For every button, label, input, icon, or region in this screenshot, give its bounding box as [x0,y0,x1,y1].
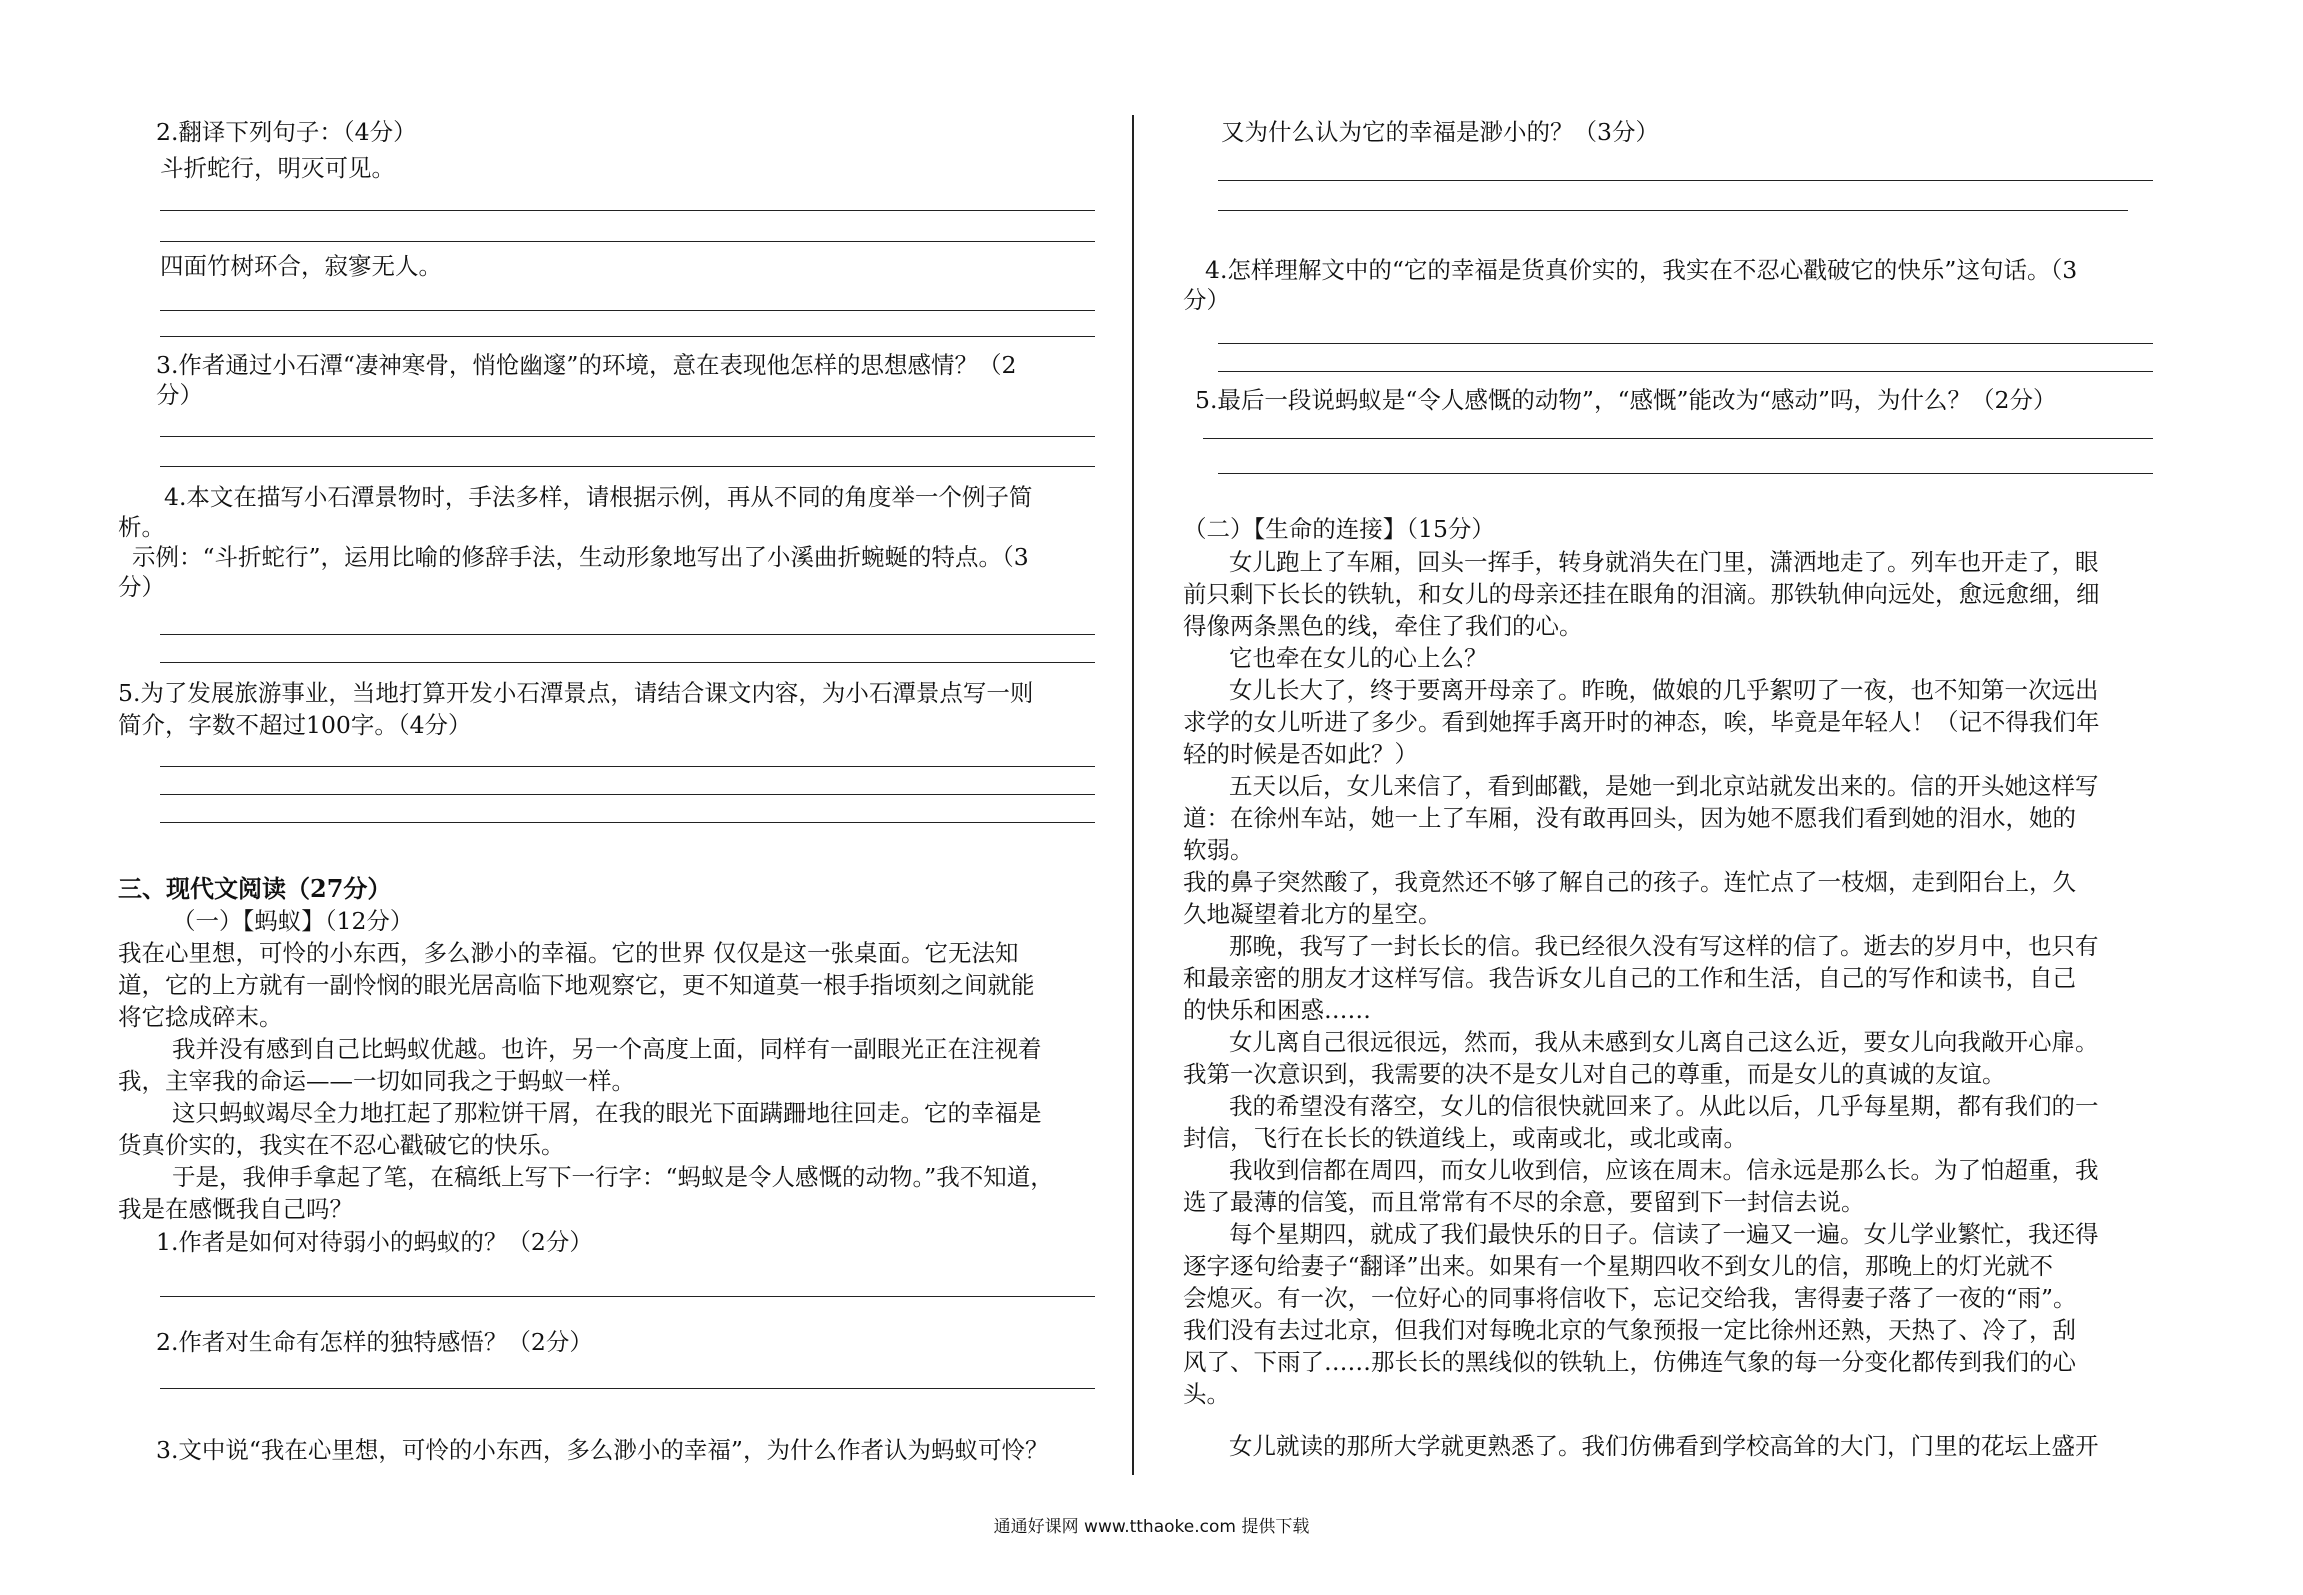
sub-question-5: 5.最后一段说蚂蚁是“令人感慨的动物”，“感慨”能改为“感动”吗，为什么？（2分） [1195,386,2057,414]
passage-line: 每个星期四，就成了我们最快乐的日子。信读了一遍又一遍。女儿学业繁忙，我还得 [1229,1220,2099,1248]
passage-line: 货真价实的，我实在不忍心戳破它的快乐。 [118,1131,565,1159]
question-3-cont: 分） [156,381,203,409]
answer-line [160,634,1095,635]
passage-line: 五天以后，女儿来信了，看到邮戳，是她一到北京站就发出来的。信的开头她这样写 [1229,772,2099,800]
answer-line [160,766,1095,767]
answer-line [1218,180,2153,181]
sub-question-2: 2.作者对生命有怎样的独特感悟？（2分） [156,1328,593,1356]
answer-line [1218,343,2153,344]
passage-title: （一）【蚂蚁】（12分） [172,907,414,935]
column-divider [1132,115,1134,1475]
passage-line: 和最亲密的朋友才这样写信。我告诉女儿自己的工作和生活，自己的写作和读书，自己 [1183,964,2076,992]
sentence-2: 四面竹树环合，寂寥无人。 [160,252,442,280]
passage-line: 我第一次意识到，我需要的决不是女儿对自己的尊重，而是女儿的真诚的友谊。 [1183,1060,2006,1088]
answer-line [160,794,1095,795]
sub-question-4: 4.怎样理解文中的“它的幸福是货真价实的，我实在不忍心戳破它的快乐”这句话。（3 [1205,256,2078,284]
answer-line [160,310,1095,311]
answer-line [160,662,1095,663]
passage-line: 我的鼻子突然酸了，我竟然还不够了解自己的孩子。连忙点了一枝烟，走到阳台上，久 [1183,868,2076,896]
passage-line: 软弱。 [1183,836,1254,864]
passage-line: 我并没有感到自己比蚂蚁优越。也许，另一个高度上面，同样有一副眼光正在注视着 [172,1035,1042,1063]
passage-line: 前只剩下长长的铁轨，和女儿的母亲还挂在眼角的泪滴。那铁轨伸向远处，愈远愈细，细 [1183,580,2100,608]
answer-line [160,210,1095,211]
section-heading: 三、现代文阅读（27分） [118,874,392,903]
question-5: 5.为了发展旅游事业，当地打算开发小石潭景点，请结合课文内容，为小石潭景点写一则 [118,679,1034,707]
question-2: 2.翻译下列句子：（4分） [156,118,417,146]
passage-line: 逐字逐句给妻子“翻译”出来。如果有一个星期四收不到女儿的信，那晚上的灯光就不 [1183,1252,2054,1280]
passage-line: 我收到信都在周四，而女儿收到信，应该在周末。信永远是那么长。为了怕超重，我 [1229,1156,2099,1184]
passage-line: 于是，我伸手拿起了笔，在稿纸上写下一行字：“蚂蚁是令人感慨的动物。”我不知道， [172,1163,1054,1191]
question-5-cont: 简介，字数不超过100字。（4分） [118,711,472,739]
passage-line: 我的希望没有落空，女儿的信很快就回来了。从此以后，几乎每星期，都有我们的一 [1229,1092,2099,1120]
sentence-1: 斗折蛇行，明灭可见。 [160,154,395,182]
answer-line [160,436,1095,437]
passage-line: 这只蚂蚁竭尽全力地扛起了那粒饼干屑，在我的眼光下面蹒跚地往回走。它的幸福是 [172,1099,1042,1127]
sub-question-3: 3.文中说“我在心里想，可怜的小东西，多么渺小的幸福”，为什么作者认为蚂蚁可怜？ [156,1436,1049,1464]
passage-line: 我是在感慨我自己吗？ [118,1195,353,1223]
passage-line: 的快乐和困惑…… [1183,996,1371,1024]
passage-line: 道，它的上方就有一副怜悯的眼光居高临下地观察它，更不知道莫一根手指顷刻之间就能 [118,971,1035,999]
question-4: 4.本文在描写小石潭景物时，手法多样，请根据示例，再从不同的角度举一个例子简 [164,483,1033,511]
passage-line: 女儿跑上了车厢，回头一挥手，转身就消失在门里，潇洒地走了。列车也开走了，眼 [1229,548,2099,576]
passage-line: 那晚，我写了一封长长的信。我已经很久没有写这样的信了。逝去的岁月中，也只有 [1229,932,2099,960]
passage-line: 道：在徐州车站，她一上了车厢，没有敢再回头，因为她不愿我们看到她的泪水，她的 [1183,804,2076,832]
passage-line: 会熄灭。有一次，一位好心的同事将信收下，忘记交给我，害得妻子落了一夜的“雨”。 [1183,1284,2077,1312]
passage-line: 我们没有去过北京，但我们对每晚北京的气象预报一定比徐州还熟，天热了、冷了，刮 [1183,1316,2076,1344]
passage-line: 封信，飞行在长长的铁道线上，或南或北，或北或南。 [1183,1124,1747,1152]
example: 示例：“斗折蛇行”，运用比喻的修辞手法，生动形象地写出了小溪曲折蜿蜒的特点。（3 [132,543,1029,571]
passage-line: 得像两条黑色的线，牵住了我们的心。 [1183,612,1583,640]
passage-line: 我在心里想，可怜的小东西，多么渺小的幸福。它的世界 仅仅是这一张桌面。它无法知 [118,939,1019,967]
question-4-cont: 析。 [118,513,165,541]
passage-title: （二）【生命的连接】（15分） [1183,515,1495,543]
page-footer: 通通好课网 www.tthaoke.com 提供下载 [993,1517,1310,1537]
passage-line: 选了最薄的信笺，而且常常有不尽的余意，要留到下一封信去说。 [1183,1188,1865,1216]
passage-line: 头。 [1183,1380,1230,1408]
passage-line: 它也牵在女儿的心上么？ [1229,644,1488,672]
answer-line [1218,371,2153,372]
passage-line: 求学的女儿听进了多少。看到她挥手离开时的神态，唉，毕竟是年轻人！（记不得我们年 [1183,708,2100,736]
answer-line [160,1296,1095,1297]
passage-line: 我，主宰我的命运——一切如同我之于蚂蚁一样。 [118,1067,635,1095]
answer-line [160,1388,1095,1389]
passage-line: 久地凝望着北方的星空。 [1183,900,1442,928]
answer-line [160,336,1095,337]
sub-question-4-cont: 分） [1183,286,1230,314]
answer-line [1218,210,2128,211]
answer-line [1203,438,2153,439]
answer-line [160,241,1095,242]
passage-line: 轻的时候是否如此？） [1183,740,1418,768]
answer-line [160,822,1095,823]
passage-line: 风了、下雨了……那长长的黑线似的铁轨上，仿佛连气象的每一分变化都传到我们的心 [1183,1348,2076,1376]
passage-line: 将它捻成碎末。 [118,1003,283,1031]
passage-line: 女儿离自己很远很远，然而，我从未感到女儿离自己这么近，要女儿向我敞开心扉。 [1229,1028,2099,1056]
answer-line [160,466,1095,467]
passage-line: 女儿就读的那所大学就更熟悉了。我们仿佛看到学校高耸的大门，门里的花坛上盛开 [1229,1432,2099,1460]
answer-line [1218,473,2153,474]
passage-line: 女儿长大了，终于要离开母亲了。昨晚，做娘的几乎絮叨了一夜，也不知第一次远出 [1229,676,2099,704]
sub-question-3-cont: 又为什么认为它的幸福是渺小的？（3分） [1221,118,1659,146]
question-3: 3.作者通过小石潭“凄神寒骨，悄怆幽邃”的环境，意在表现他怎样的思想感情？（2 [156,351,1017,379]
sub-question-1: 1.作者是如何对待弱小的蚂蚁的？（2分） [156,1228,593,1256]
example-cont: 分） [118,573,165,601]
